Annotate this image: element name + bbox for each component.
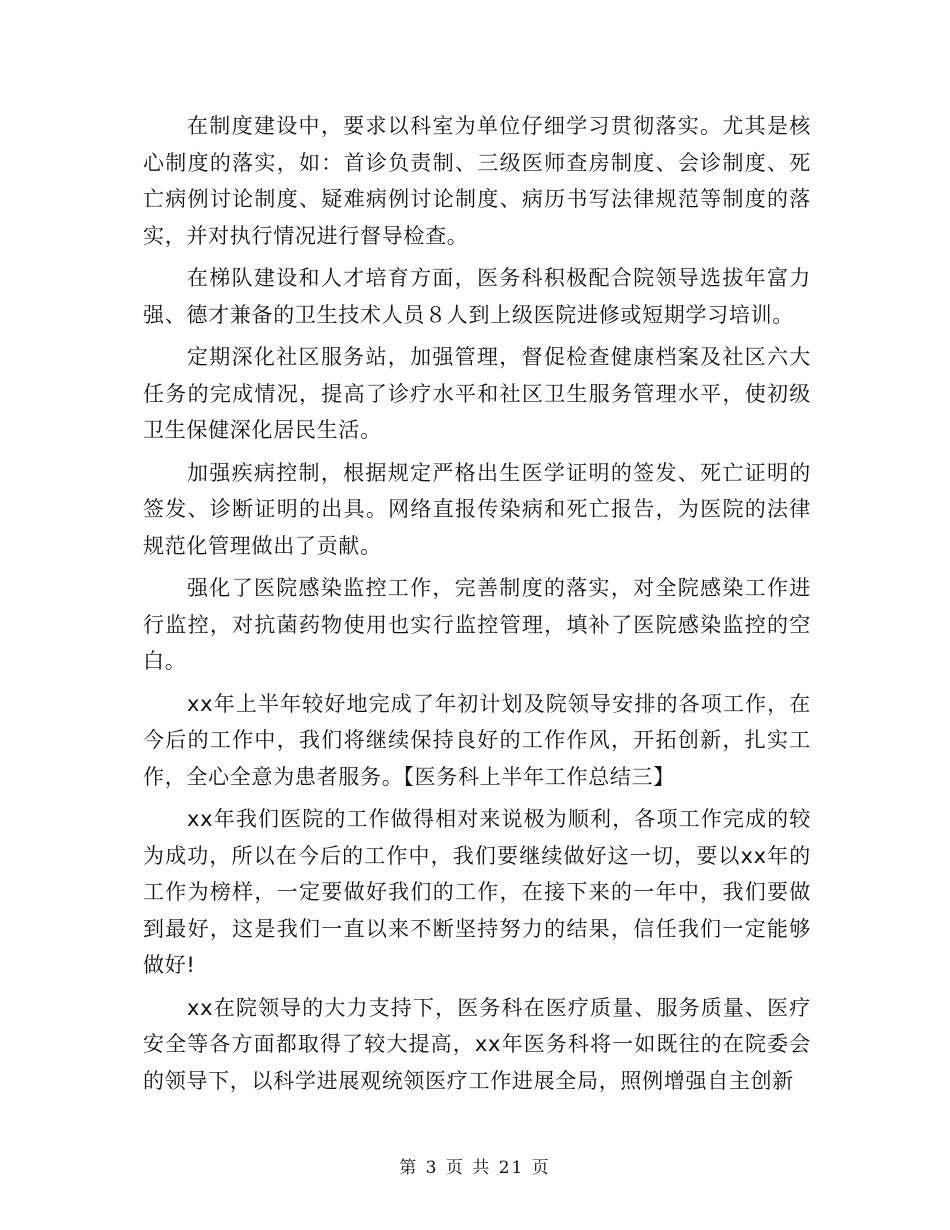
paragraph-infection-monitoring: 强化了医院感染监控工作，完善制度的落实，对全院感染工作进行监控，对抗菌药物使用也实行监控管理，填补了医院感染监控的空白。 — [143, 576, 811, 673]
paragraph-hospital-work: xx年我们医院的工作做得相对来说极为顺利，各项工作完成的较为成功，所以在今后的工作中，我们要继续做好这一切，要以xx年的工作为榜样，一定要做好我们的工作，在接下来的一年中，我们要做到最好，这是我们一直以来不断坚持努力的结果，信任我们一定能够做好! — [143, 807, 811, 977]
paragraph-disease-control: 加强疾病控制，根据规定严格出生医学证明的签发、死亡证明的签发、诊断证明的出具。网络直报传染病和死亡报告，为医院的法律规范化管理做出了贡献。 — [143, 460, 811, 558]
paragraph-system-construction: 在制度建设中，要求以科室为单位仔细学习贯彻落实。尤其是核心制度的落实，如：首诊负责制、三级医师查房制度、会诊制度、死亡病例讨论制度、疑难病例讨论制度、病历书写法律规范等制度的落实，并对执行情况进行督导检查。 — [143, 114, 811, 248]
paragraph-talent-training: 在梯队建设和人才培育方面，医务科积极配合院领导选拔年富力强、德才兼备的卫生技术人员８人到上级医院进修或短期学习培训。 — [143, 266, 811, 327]
document-body — [143, 108, 811, 1105]
paragraph-half-year-summary: xx年上半年较好地完成了年初计划及院领导安排的各项工作，在今后的工作中，我们将继续保持良好的工作作风，开拓创新，扎实工作，全心全意为患者服务。【医务科上半年工作总结三】 — [143, 691, 811, 789]
page-number-footer: 第 3 页 共 21 页 — [399, 1158, 551, 1178]
paragraph-leadership-support: xx在院领导的大力支持下，医务科在医疗质量、服务质量、医疗安全等各方面都取得了较大提高，xx年医务科将一如既往的在院委会的领导下，以科学进展观统领医疗工作进展全局，照例增强自主创新 — [143, 995, 811, 1093]
paragraph-community-service: 定期深化社区服务站，加强管理，督促检查健康档案及社区六大任务的完成情况，提高了诊疗水平和社区卫生服务管理水平，使初级卫生保健深化居民生活。 — [143, 345, 811, 442]
